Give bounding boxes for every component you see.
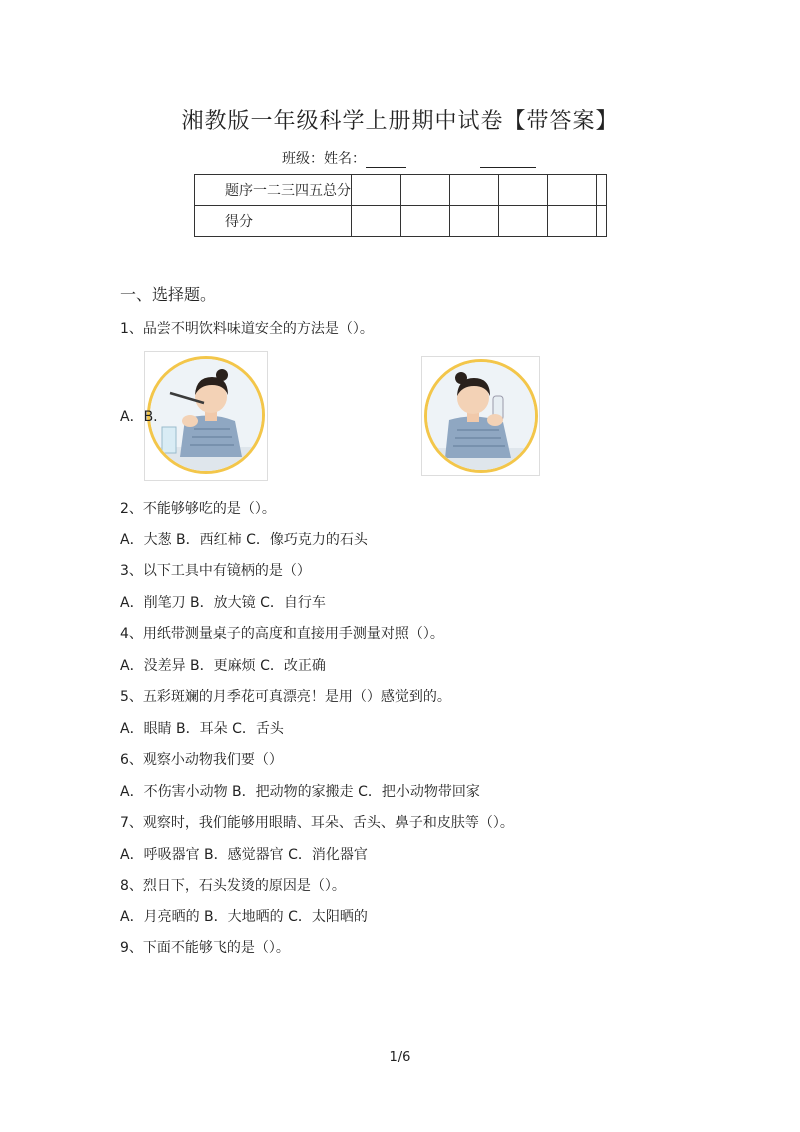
page-title: 湘教版一年级科学上册期中试卷【带答案】 [181, 109, 619, 134]
class-name-line [282, 148, 536, 168]
class-label: 班级： [282, 151, 324, 167]
question-options: A．月亮晒的 B．大地晒的 C．太阳晒的 [120, 909, 368, 925]
question-text: 5、五彩斑斓的月季花可真漂亮！是用（）感觉到的。 [120, 689, 451, 705]
score-cell [450, 175, 499, 206]
score-cell [597, 175, 607, 206]
name-blank [366, 151, 406, 168]
score-cell [450, 206, 499, 237]
girl-tasting-illustration [150, 359, 262, 471]
score-cell [548, 175, 597, 206]
score-table-score-row [195, 206, 607, 237]
question-text: 7、观察时，我们能够用眼睛、耳朵、舌头、鼻子和皮肤等（）。 [120, 815, 514, 831]
score-table-header-row [195, 175, 607, 206]
photo-circle [147, 356, 265, 474]
option-a-image [144, 351, 268, 481]
question-options: A．不伤害小动物 B．把动物的家搬走 C．把小动物带回家 [120, 784, 480, 800]
name-label: 姓名： [324, 151, 366, 167]
score-cell [352, 175, 401, 206]
question-text: 8、烈日下，石头发烫的原因是（）。 [120, 878, 346, 894]
question-options: A．眼睛 B．耳朵 C．舌头 [120, 721, 284, 737]
question-options: A．呼吸器官 B．感觉器官 C．消化器官 [120, 847, 368, 863]
score-cell [597, 206, 607, 237]
page-number: 1/6 [389, 1050, 411, 1065]
girl-drinking-illustration [427, 362, 535, 470]
score-table [194, 174, 607, 237]
question-text: 6、观察小动物我们要（） [120, 752, 283, 768]
question-text: 1、品尝不明饮料味道安全的方法是（）。 [120, 321, 374, 337]
question-options: A．没差异 B．更麻烦 C．改正确 [120, 658, 326, 674]
section-title: 一、选择题。 [120, 285, 217, 304]
score-cell [401, 206, 450, 237]
question-text: 9、下面不能够飞的是（）。 [120, 940, 290, 956]
score-table-header-label: 题序一二三四五总分 [195, 175, 352, 206]
question-options: A．B. [120, 409, 158, 425]
question-text: 2、不能够够吃的是（）。 [120, 501, 276, 517]
question-options: A．大葱 B．西红柿 C．像巧克力的石头 [120, 532, 368, 548]
option-b-image [421, 356, 540, 476]
score-cell [548, 206, 597, 237]
score-cell [499, 175, 548, 206]
class-blank [480, 151, 536, 168]
question-text: 4、用纸带测量桌子的高度和直接用手测量对照（）。 [120, 626, 444, 642]
score-cell [352, 206, 401, 237]
photo-circle [424, 359, 538, 473]
question-options: A．削笔刀 B．放大镜 C．自行车 [120, 595, 326, 611]
score-row-label: 得分 [195, 206, 352, 237]
score-cell [401, 175, 450, 206]
question-text: 3、以下工具中有镜柄的是（） [120, 563, 311, 579]
score-cell [499, 206, 548, 237]
